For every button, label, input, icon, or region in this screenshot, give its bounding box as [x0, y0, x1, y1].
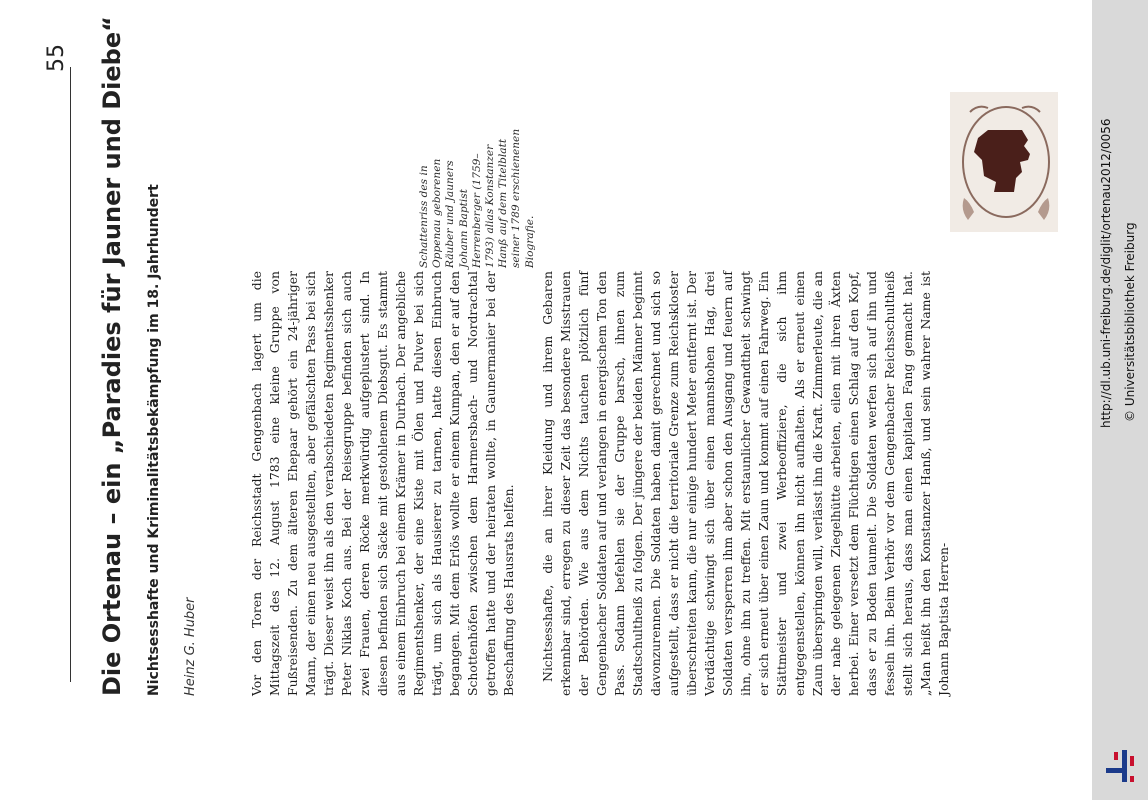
article-subtitle: Nichtsesshafte und Kriminalitätsbekämpfung im 18. Jahrhundert — [146, 184, 162, 696]
paragraph: Vor den Toren der Reichsstadt Gengenbach lagert um die Mittagszeit des 12. August 1783 eine kleine Gruppe von Fußreisenden. Zu dem älteren Ehepaar gehört ein 24-jähriger Mann, der einen neu ausgestellten, aber gefälschten Pass bei sich trägt. Dieser weist ihn als den verabschiedeten Regimentsshenker Peter Niklas Koch aus. Bei der Reisegruppe befinden sich auch zwei Frauen, deren Röcke merkwürdig aufgeplustert sind. In diesen befinden sich Säcke mit gestohlenem Diebsgut. Es stammt aus einem Einbruch bei einem Krämer in Durbach. Der angebliche Regimentshenker, der eine Kiste mit Ölen und Pulver bei sich trägt, um sich als Hausierer zu tarnen, hatte diesen Einbruch begangen. Mit dem Erlös wollte er einem Kumpan, den er auf den Schottenhöfen zwischen dem Harmersbach- und Nordrachtal getroffen hatte und der heiraten wollte, in Gaunermanier bei der Beschaffung des Hausrats helfen. — [249, 271, 516, 696]
library-sidebar — [1092, 0, 1148, 800]
ub-freiburg-logo-icon — [1104, 746, 1140, 786]
copyright-notice: © Universitätsbibliothek Freiburg — [1123, 222, 1137, 422]
paragraph: Nichtsesshafte, die an ihrer Kleidung und ihrem Gebaren erkennbar sind, erregen zu dieser Zeit das besondere Misstrauen der Behörden. Wie aus dem Nichts tauchen plötzlich fünf Gengenbacher Soldaten auf und verlangen in energischem Ton den Pass. Sodann befehlen sie der Gruppe barsch, ihnen zum Stadtschultheiß zu folgen. Der jüngere der beiden Männer beginnt davonzurennen. Die Soldaten haben damit gerechnet und sich so aufgestellt, dass er nicht die territoriale Grenze zum Reichskloster überschreiten kann, die nur einige hundert Meter entfernt ist. Der Verdächtige schwingt sich über einen mannshohen Hag, drei Soldaten versperren ihm aber schon den Ausgang und feuern auf ihn, ohne ihn zu treffen. Mit erstaunlicher Gewandtheit schwingt er sich erneut über einen Zaun und kommt auf einen Fahrweg. Ein Stättmeister und zwei Werbeoffiziere, die sich ihm entgegenstellen, können ihn nicht aufhalten. Als er erneut einen Zaun überspringen will, verlässt ihn die Kraft. Zimmerleute, die an der nahe gelegenen Ziegelhütte arbeiten, eilen mit ihren Äxten herbei. Einer versetzt dem Flüchtigen einen Schlag auf den Kopf, dass er zu Boden taumelt. Die Soldaten werfen sich auf ihn und fesseln ihn. Beim Verhör vor dem Gengenbacher Reichsschultheiß stellt sich heraus, dass man einen kapitalen Fang gemacht hat. „Man heißt ihn den Konstanzer Hanß, und sein wahrer Name ist Johann Baptista Herren- — [540, 271, 951, 696]
article-title: Die Ortenau – ein „Paradies für Jauner und Diebe“ — [98, 16, 126, 696]
article-body-column-2 — [539, 271, 953, 696]
page-number: 55 — [44, 44, 69, 72]
silhouette-portrait-image — [950, 92, 1058, 232]
figure-caption: Schattenriss des in Oppenau geborenen Räuber und Jauners Johann Baptist Herrenberger (1759–1793) alias Konstanzer Hanß auf dem Titelblatt seiner 1789 erschienenen Biografie. — [418, 128, 536, 268]
source-url-link[interactable]: http://dl.ub.uni-freiburg.de/diglit/ortenau2012/0056 — [1099, 118, 1113, 428]
silhouette-figure — [950, 92, 1058, 232]
article-author: Heinz G. Huber — [183, 597, 198, 696]
article-body-column-1 — [248, 271, 518, 696]
header-rule — [70, 67, 71, 682]
